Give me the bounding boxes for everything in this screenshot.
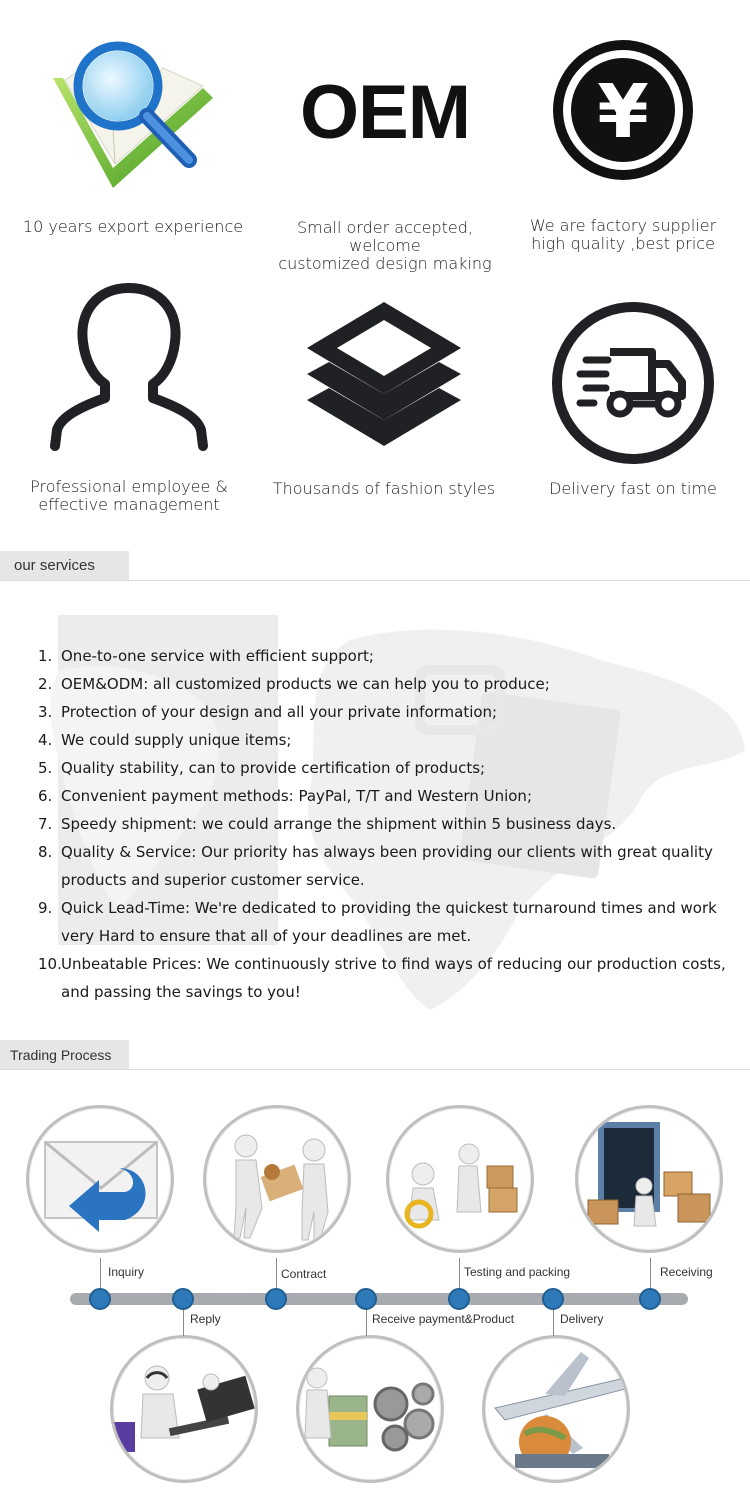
list-item [38, 894, 738, 950]
item-number: 3. [38, 703, 53, 721]
step-label-delivery: Delivery [560, 1312, 604, 1326]
oem-text-icon [285, 70, 485, 156]
oem-label: OEM [299, 70, 471, 155]
services-list [38, 642, 738, 1006]
feature-fashion-styles [259, 280, 509, 510]
step-label-receiving: Receiving [660, 1265, 713, 1279]
yen-coin-icon [549, 36, 697, 184]
feature-factory-supplier [498, 30, 748, 260]
feature-caption [498, 217, 748, 253]
step-label-reply: Reply [190, 1312, 221, 1326]
list-item [38, 950, 738, 1006]
process-section-tab [0, 1040, 129, 1070]
trading-process-diagram [0, 1075, 750, 1494]
feature-delivery-fast [508, 280, 750, 510]
step-label-receive-payment: Receive payment&Product [372, 1312, 515, 1326]
list-item [38, 838, 738, 894]
connector-line [650, 1258, 651, 1290]
caption-line: Professional employee & [30, 477, 228, 496]
item-text: Unbeatable Prices: We continuously strive to find ways of reducing our production costs, and passing the savings to you! [61, 955, 726, 1001]
timeline-dot-reply [172, 1288, 194, 1310]
list-item [38, 810, 738, 838]
item-text: Quality & Service: Our priority has always been providing our clients with great quality products and superior customer service. [61, 843, 713, 889]
caption-line: Small order accepted, welcome [296, 218, 474, 255]
step-label-testing-packing: Testing and packing [464, 1265, 571, 1279]
item-number: 6. [38, 787, 53, 805]
timeline-dot-delivery [542, 1288, 564, 1310]
reply-image [110, 1335, 258, 1483]
list-item [38, 726, 738, 754]
connector-line [553, 1308, 554, 1336]
list-item [38, 754, 738, 782]
connector-line [459, 1258, 460, 1290]
item-number: 8. [38, 843, 53, 861]
step-label-inquiry: Inquiry [108, 1265, 145, 1279]
item-number: 5. [38, 759, 53, 777]
list-item [38, 782, 738, 810]
caption-line: customized design making [278, 254, 492, 273]
feature-oem [260, 30, 510, 273]
timeline-dot-receiving [639, 1288, 661, 1310]
magnifier-book-icon [43, 38, 223, 198]
delivery-truck-icon [550, 300, 716, 466]
item-number: 9. [38, 899, 53, 917]
item-number: 1. [38, 647, 53, 665]
item-number: 10. [38, 955, 62, 973]
step-label-contract: Contract [281, 1267, 327, 1281]
services-section-tab [0, 551, 129, 581]
caption-line: We are factory supplier [529, 216, 717, 235]
list-item [38, 670, 738, 698]
item-text: Protection of your design and all your private information; [61, 703, 498, 721]
connector-line [100, 1258, 101, 1290]
connector-line [276, 1258, 277, 1290]
caption-line: Delivery fast on time [549, 479, 717, 498]
feature-caption [260, 219, 510, 273]
timeline-dot-contract [265, 1288, 287, 1310]
connector-line [366, 1308, 367, 1336]
list-item [38, 642, 738, 670]
item-text: Speedy shipment: we could arrange the shipment within 5 business days. [61, 815, 617, 833]
item-text: Convenient payment methods: PayPal, T/T and Western Union; [61, 787, 532, 805]
caption-line: effective management [38, 495, 220, 514]
feature-professional-employee [4, 280, 254, 520]
receiving-image [575, 1105, 723, 1253]
item-text: Quality stability, can to provide certification of products; [61, 759, 486, 777]
item-text: We could supply unique items; [61, 731, 292, 749]
caption-line: 10 years export experience [22, 217, 244, 236]
item-text: OEM&ODM: all customized products we can help you to produce; [61, 675, 550, 693]
testing-packing-image [386, 1105, 534, 1253]
section-divider [0, 580, 750, 581]
item-text: Quick Lead-Time: We're dedicated to providing the quickest turnaround times and work very Hard to ensure that all of your deadlines are met. [61, 899, 717, 945]
timeline-dot-inquiry [89, 1288, 111, 1310]
inquiry-image [26, 1105, 174, 1253]
feature-caption [8, 218, 258, 236]
person-silhouette-icon [49, 280, 209, 452]
contract-image [203, 1105, 351, 1253]
section-divider [0, 1069, 750, 1070]
timeline-dot-receive-payment [355, 1288, 377, 1310]
features-grid [0, 0, 750, 540]
item-number: 7. [38, 815, 53, 833]
feature-caption [4, 478, 254, 514]
timeline-dot-testing [448, 1288, 470, 1310]
svg-text:¥: ¥ [597, 69, 649, 155]
layers-icon [299, 296, 469, 446]
services-title: our services [14, 557, 95, 574]
delivery-image [482, 1335, 630, 1483]
timeline-bar [70, 1293, 688, 1305]
feature-caption [259, 480, 509, 498]
caption-line: high quality ,best price [531, 234, 715, 253]
feature-caption [508, 480, 750, 498]
item-text: One-to-one service with efficient support; [61, 647, 374, 665]
feature-export-experience [8, 30, 258, 250]
caption-line: Thousands of fashion styles [272, 479, 496, 498]
item-number: 2. [38, 675, 53, 693]
connector-line [183, 1308, 184, 1336]
receive-payment-product-image [296, 1335, 444, 1483]
process-title: Trading Process [10, 1047, 112, 1063]
list-item [38, 698, 738, 726]
item-number: 4. [38, 731, 53, 749]
